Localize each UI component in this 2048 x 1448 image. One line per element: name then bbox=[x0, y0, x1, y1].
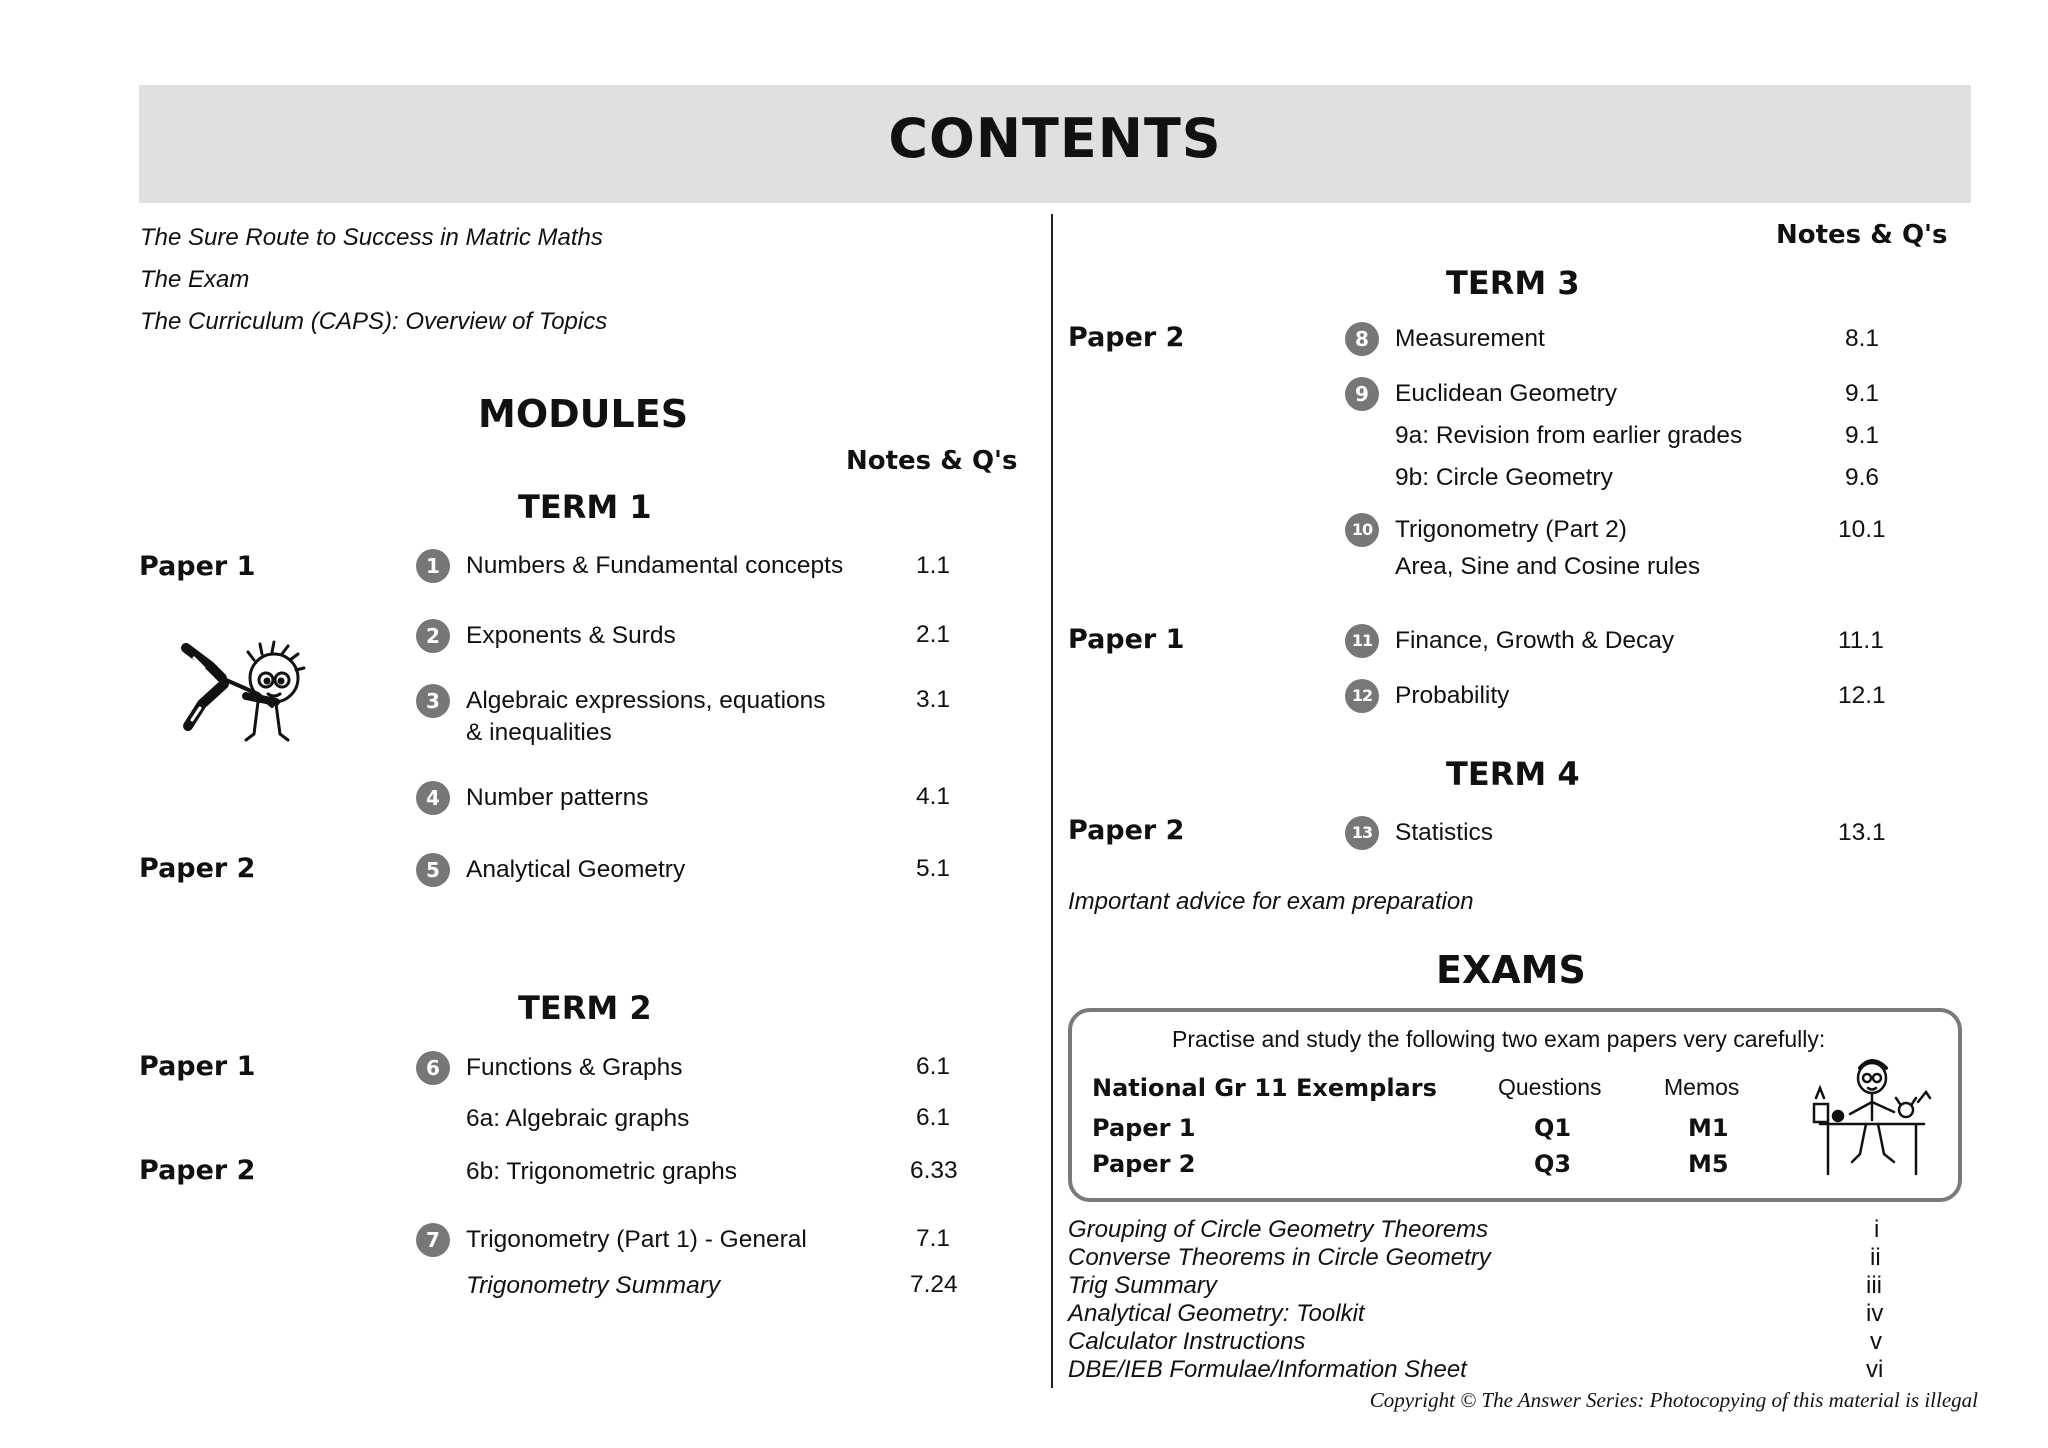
page-title: CONTENTS bbox=[888, 107, 1222, 170]
module-number-badge: 2 bbox=[416, 619, 450, 653]
reference-page: ii bbox=[1870, 1244, 1881, 1271]
module-number-badge: 13 bbox=[1345, 816, 1379, 850]
sub-module-title[interactable]: 6a: Algebraic graphs bbox=[466, 1105, 690, 1132]
page-ref: 3.1 bbox=[916, 686, 951, 713]
memos-column-header: Memos bbox=[1664, 1074, 1740, 1100]
notes-heading-left: Notes & Q's bbox=[846, 446, 1018, 476]
module-title[interactable]: Trigonometry (Part 1) - General bbox=[466, 1226, 807, 1253]
intro-line: The Curriculum (CAPS): Overview of Topics bbox=[140, 308, 608, 335]
reference-item[interactable]: Calculator Instructions bbox=[1068, 1328, 1306, 1355]
reference-page: i bbox=[1874, 1216, 1880, 1243]
module-title[interactable]: Probability bbox=[1395, 682, 1510, 709]
reference-page: vi bbox=[1866, 1356, 1884, 1383]
module-number-badge: 8 bbox=[1345, 322, 1379, 356]
exam-paper-label: Paper 1 bbox=[1092, 1114, 1196, 1142]
module-title[interactable]: Statistics bbox=[1395, 819, 1494, 846]
reference-page: iv bbox=[1866, 1300, 1884, 1327]
questions-column-header: Questions bbox=[1498, 1074, 1602, 1100]
term-2-heading: TERM 2 bbox=[518, 989, 652, 1027]
page-ref: 8.1 bbox=[1845, 325, 1880, 352]
module-number-badge: 11 bbox=[1345, 624, 1379, 658]
module-title[interactable]: Trigonometry (Part 2) bbox=[1395, 516, 1627, 543]
reference-page: v bbox=[1870, 1328, 1882, 1355]
term-1-heading: TERM 1 bbox=[518, 488, 652, 526]
reference-item[interactable]: Converse Theorems in Circle Geometry bbox=[1068, 1244, 1491, 1271]
sub-module-title[interactable]: 6b: Trigonometric graphs bbox=[466, 1158, 737, 1185]
page-ref: 13.1 bbox=[1838, 819, 1886, 846]
module-title-cont: Area, Sine and Cosine rules bbox=[1395, 553, 1701, 580]
module-title[interactable]: Number patterns bbox=[466, 784, 649, 811]
page-ref: 9.6 bbox=[1845, 464, 1880, 491]
question-ref[interactable]: Q1 bbox=[1534, 1114, 1572, 1142]
module-number-badge: 10 bbox=[1345, 513, 1379, 547]
paper-1-label: Paper 1 bbox=[139, 1051, 256, 1082]
page-ref: 1.1 bbox=[916, 552, 951, 579]
summary-title[interactable]: Trigonometry Summary bbox=[466, 1272, 721, 1299]
reference-item[interactable]: Analytical Geometry: Toolkit bbox=[1068, 1300, 1365, 1327]
student-at-desk-illustration bbox=[1810, 1058, 1932, 1182]
module-number-badge: 9 bbox=[1345, 377, 1379, 411]
module-title[interactable]: Exponents & Surds bbox=[466, 622, 676, 649]
reference-page: iii bbox=[1866, 1272, 1882, 1299]
exam-papers-box bbox=[1068, 1008, 1962, 1202]
reference-item[interactable]: Grouping of Circle Geometry Theorems bbox=[1068, 1216, 1489, 1243]
title-banner bbox=[139, 85, 1971, 203]
page-ref: 5.1 bbox=[916, 855, 951, 882]
page-ref: 4.1 bbox=[916, 783, 951, 810]
paper-2-label: Paper 2 bbox=[139, 853, 256, 884]
term-3-heading: TERM 3 bbox=[1446, 264, 1580, 302]
exam-paper-label: Paper 2 bbox=[1092, 1150, 1196, 1178]
page-ref: 9.1 bbox=[1845, 380, 1880, 407]
copyright-notice: Copyright © The Answer Series: Photocopying of this material is illegal bbox=[1369, 1388, 1978, 1412]
page-ref: 11.1 bbox=[1838, 627, 1884, 654]
memo-ref[interactable]: M5 bbox=[1688, 1150, 1729, 1178]
sub-module-title[interactable]: 9b: Circle Geometry bbox=[1395, 464, 1613, 491]
column-divider bbox=[1051, 214, 1053, 1388]
exams-heading: EXAMS bbox=[1436, 948, 1586, 992]
module-title[interactable]: Functions & Graphs bbox=[466, 1054, 683, 1081]
page-ref: 10.1 bbox=[1838, 516, 1886, 543]
advice-link[interactable]: Important advice for exam preparation bbox=[1068, 888, 1474, 915]
page-ref: 6.1 bbox=[916, 1104, 951, 1131]
page-ref: 12.1 bbox=[1838, 682, 1886, 709]
intro-line: The Exam bbox=[140, 266, 250, 293]
module-title[interactable]: Finance, Growth & Decay bbox=[1395, 627, 1675, 654]
module-title[interactable]: Analytical Geometry bbox=[466, 856, 686, 883]
sub-module-title[interactable]: 9a: Revision from earlier grades bbox=[1395, 422, 1743, 449]
reference-item[interactable]: Trig Summary bbox=[1068, 1272, 1217, 1299]
page-ref: 9.1 bbox=[1845, 422, 1880, 449]
paper-2-label: Paper 2 bbox=[1068, 322, 1185, 353]
cartoon-character-illustration bbox=[176, 638, 306, 750]
paper-1-label: Paper 1 bbox=[1068, 624, 1185, 655]
module-number-badge: 12 bbox=[1345, 679, 1379, 713]
paper-1-label: Paper 1 bbox=[139, 551, 256, 582]
notes-heading-right: Notes & Q's bbox=[1776, 220, 1948, 250]
page-ref: 7.1 bbox=[916, 1225, 951, 1252]
reference-item[interactable]: DBE/IEB Formulae/Information Sheet bbox=[1068, 1356, 1467, 1383]
exam-instruction: Practise and study the following two exam papers very carefully: bbox=[1172, 1026, 1826, 1052]
module-number-badge: 1 bbox=[416, 549, 450, 583]
module-number-badge: 5 bbox=[416, 853, 450, 887]
module-title[interactable]: Numbers & Fundamental concepts bbox=[466, 552, 844, 579]
paper-2-label: Paper 2 bbox=[139, 1155, 256, 1186]
page-ref: 6.1 bbox=[916, 1053, 951, 1080]
memo-ref[interactable]: M1 bbox=[1688, 1114, 1729, 1142]
question-ref[interactable]: Q3 bbox=[1534, 1150, 1572, 1178]
page-ref: 7.24 bbox=[910, 1271, 958, 1298]
exam-table-title: National Gr 11 Exemplars bbox=[1092, 1074, 1437, 1102]
intro-line: The Sure Route to Success in Matric Maths bbox=[140, 224, 603, 251]
term-4-heading: TERM 4 bbox=[1446, 755, 1580, 793]
module-title-cont: & inequalities bbox=[466, 719, 612, 746]
module-number-badge: 6 bbox=[416, 1051, 450, 1085]
paper-2-label: Paper 2 bbox=[1068, 815, 1185, 846]
module-number-badge: 3 bbox=[416, 684, 450, 718]
page-ref: 2.1 bbox=[916, 621, 951, 648]
module-title[interactable]: Algebraic expressions, equations bbox=[466, 687, 826, 714]
module-title[interactable]: Measurement bbox=[1395, 325, 1545, 352]
modules-heading: MODULES bbox=[478, 392, 689, 436]
page-ref: 6.33 bbox=[910, 1157, 958, 1184]
module-title[interactable]: Euclidean Geometry bbox=[1395, 380, 1617, 407]
module-number-badge: 7 bbox=[416, 1223, 450, 1257]
module-number-badge: 4 bbox=[416, 781, 450, 815]
